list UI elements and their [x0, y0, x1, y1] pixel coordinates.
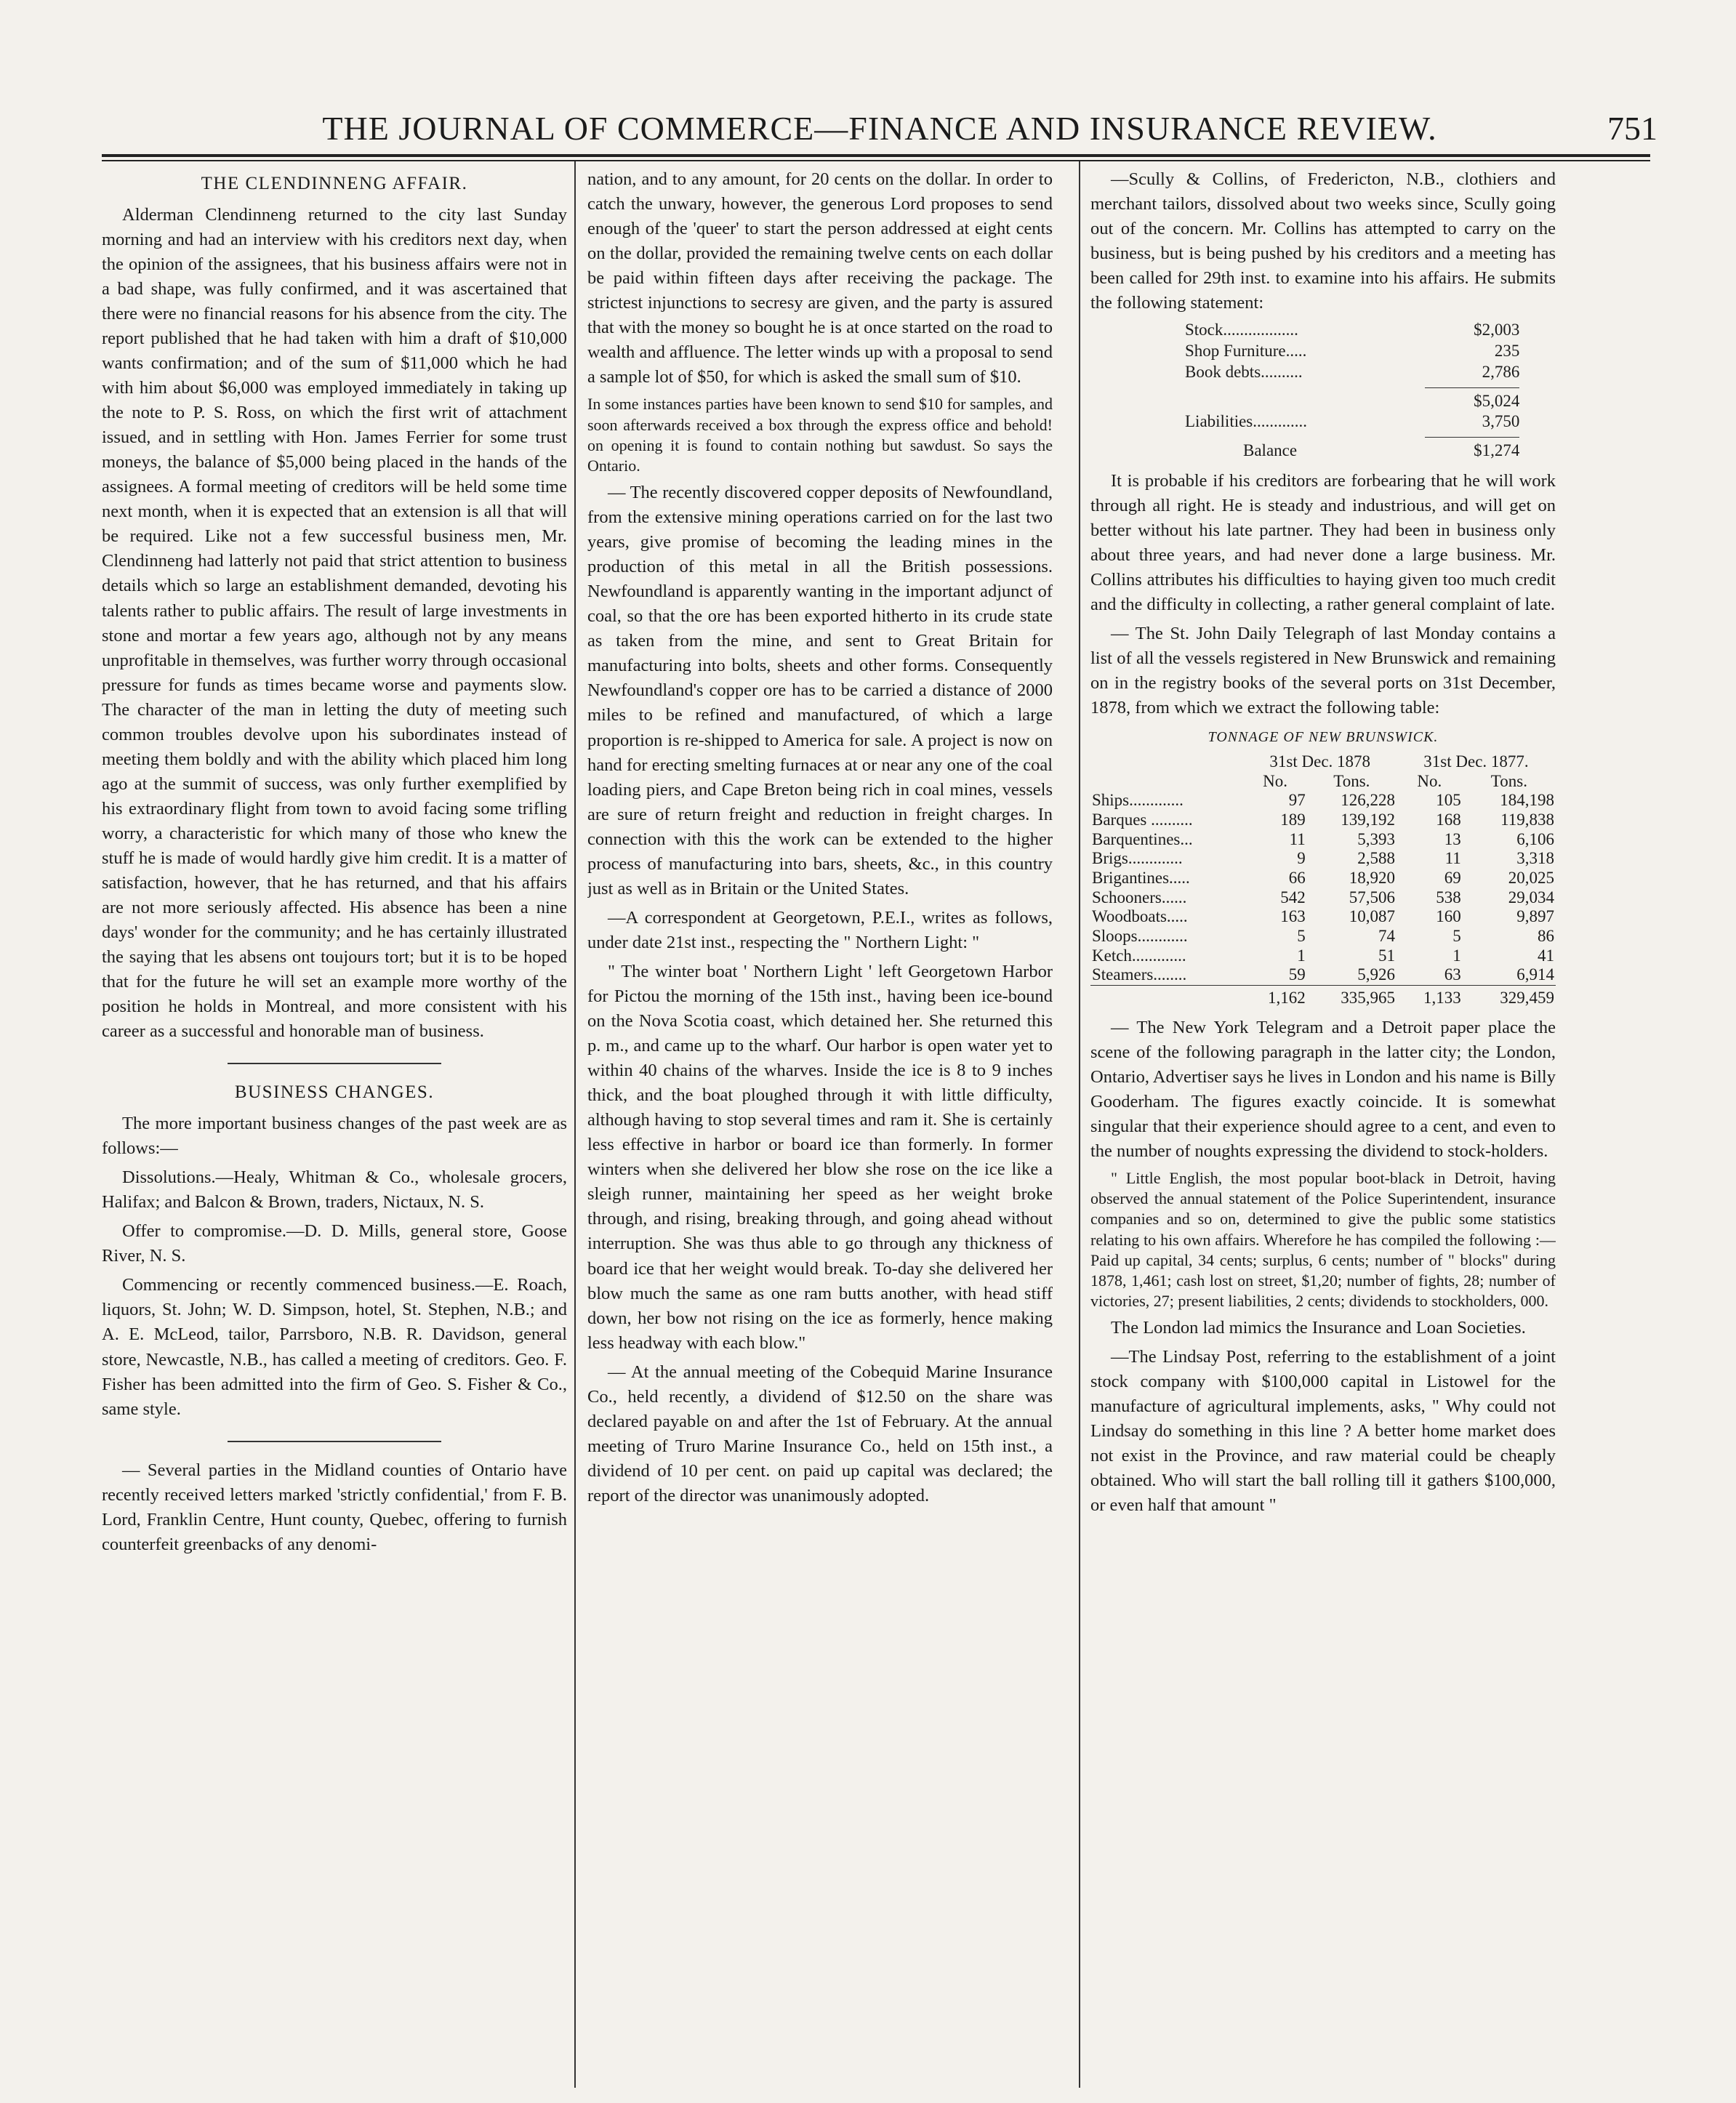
- section-separator: [228, 1441, 441, 1442]
- statement-row: [1120, 362, 1519, 383]
- tonnage-table: [1090, 752, 1556, 1008]
- statement-amount: $2,003: [1474, 321, 1520, 339]
- tons-cell: 29,034: [1508, 888, 1554, 906]
- column-header-1878: 31st Dec. 1878: [1269, 752, 1371, 771]
- tons-cell: 18,920: [1349, 869, 1395, 888]
- tons-cell: 119,838: [1500, 811, 1554, 829]
- page-number: 751: [1607, 110, 1657, 147]
- count-cell: 66: [1288, 869, 1306, 888]
- tons-cell: 9,897: [1516, 907, 1554, 926]
- tons-cell: 74: [1378, 927, 1395, 946]
- article-paragraph: The more important business changes of the past week are as follows:—: [102, 1114, 567, 1159]
- statement-rule: [1425, 387, 1519, 388]
- count-cell: 69: [1444, 869, 1461, 888]
- statement-balance: $1,274: [1474, 441, 1520, 460]
- tons-cell: 139,192: [1341, 811, 1395, 829]
- article-paragraph-small: " Little English, the most popular boot-black in Detroit, having observed the annual statement of the Police Superintendent, insurance companies and so on, determined to give the public some statistics relating to his own affairs. Wherefore he has compiled the following :— Paid up capital, 34 cents; surplus, 6 cents; number of " blocks" during 1878, 1,461; cash lost on street, $1,20; number of fights, 28; number of victories, 27; present liabilities, 2 cents; dividends to stockholders, 000.: [1090, 1169, 1556, 1310]
- vessel-type-cell: Ships.............: [1092, 791, 1184, 810]
- column-divider-1: [574, 161, 576, 2088]
- article-paragraph: —Scully & Collins, of Fredericton, N.B., clothiers and merchant tailors, dissolved about two weeks since, Scully going out of the concern. Mr. Collins has attempted to carry on the business, but is being pushed by his creditors and a meeting has been called for 29th inst. to examine into his affairs. He submits the following statement:: [1090, 169, 1556, 313]
- column-1: [102, 167, 567, 2086]
- statement-label: Liabilities.............: [1185, 412, 1308, 431]
- article-paragraph: nation, and to any amount, for 20 cents on the dollar. In order to catch the unwary, however, the generous Lord proposes to send enough of the 'queer' to start the person addressed at eight cents on the dollar, provided the remaining twelve cents on each dollar be paid within fifteen days after receiving the package. The strictest injunctions to secresy are given, and the party is assured that with the money so bought he is at once started on the road to wealth and affluence. The letter winds up with a proposal to send a sample lot of $50, for which is asked the small sum of $10.: [587, 169, 1053, 387]
- article-paragraph: — The New York Telegram and a Detroit paper place the scene of the following paragraph in the latter city; the London, Ontario, Advertiser says he lives in London and his name is Billy Gooderham. The figures exactly coincide. It is somewhat singular that their experience should agree to a cent, and even to the number of noughts expressing the dividend to stock-holders.: [1090, 1017, 1556, 1162]
- table-row: [1090, 888, 1556, 908]
- tons-cell: 184,198: [1500, 791, 1554, 810]
- statement-row: [1120, 341, 1519, 362]
- tons-cell: 2,588: [1357, 849, 1395, 868]
- tons-cell: 57,506: [1349, 888, 1395, 906]
- statement-amount: 2,786: [1482, 362, 1520, 381]
- statement-label: Shop Furniture.....: [1185, 342, 1307, 361]
- financial-statement: [1120, 320, 1519, 462]
- table-row: [1090, 907, 1556, 927]
- vessel-type-cell: Barques ..........: [1092, 811, 1193, 829]
- statement-rule: [1425, 437, 1519, 438]
- column-2: [587, 167, 1053, 2086]
- count-cell: 1: [1452, 946, 1461, 965]
- table-row: [1090, 869, 1556, 888]
- count-cell: 163: [1280, 907, 1306, 926]
- tonnage-table-title: TONNAGE OF NEW BRUNSWICK.: [1207, 729, 1439, 746]
- tons-cell: 5,926: [1357, 965, 1395, 984]
- column-subheader-tons: Tons.: [1490, 771, 1527, 790]
- count-cell: 538: [1436, 888, 1461, 906]
- total-cell: 1,162: [1244, 986, 1307, 1008]
- vessel-type-cell: Schooners......: [1092, 888, 1187, 906]
- article-paragraph: — The St. John Daily Telegraph of last Monday contains a list of all the vessels registered in New Brunswick and remaining on in the registry books of the several ports on 31st December, 1878, from which we extract the following table:: [1090, 624, 1556, 718]
- total-cell: 1,133: [1397, 986, 1463, 1008]
- tons-cell: 41: [1538, 946, 1554, 965]
- vessel-type-cell: Brigantines.....: [1092, 869, 1190, 888]
- column-subheader-no: No.: [1263, 771, 1288, 790]
- count-cell: 11: [1444, 849, 1461, 868]
- statement-row: [1120, 441, 1519, 462]
- count-cell: 1: [1297, 946, 1306, 965]
- article-paragraph: —The Lindsay Post, referring to the establishment of a joint stock company with $100,000 capital in Listowel for the manufacture of agricultural implements, asks, " Why could not Lindsay do something in this line ? A better home market does not exist in the Province, and raw material could be cheaply obtained. Who will start the ball rolling till it gathers $100,000, or even half that amount ": [1090, 1347, 1556, 1516]
- column-divider-2: [1079, 161, 1080, 2088]
- count-cell: 160: [1436, 907, 1461, 926]
- column-header-1877: 31st Dec. 1877.: [1423, 752, 1529, 771]
- article-heading-clendinneng: THE CLENDINNENG AFFAIR.: [201, 174, 468, 193]
- tons-cell: 126,228: [1341, 791, 1395, 810]
- tons-cell: 20,025: [1508, 869, 1554, 888]
- column-subheader-tons: Tons.: [1333, 771, 1370, 790]
- count-cell: 189: [1280, 811, 1306, 829]
- vessel-type-cell: Sloops............: [1092, 927, 1188, 946]
- count-cell: 63: [1444, 965, 1461, 984]
- header-rule-thin: [102, 160, 1650, 161]
- statement-amount: 3,750: [1482, 412, 1520, 431]
- statement-amount: 235: [1494, 342, 1520, 361]
- statement-row: [1120, 320, 1519, 341]
- column-subheader-no: No.: [1417, 771, 1442, 790]
- total-cell: 335,965: [1307, 986, 1397, 1008]
- article-paragraph: It is probable if his creditors are forbearing that he will work through all right. He is steady and industrious, and will get on better without his late partner. They had been in business only about three years, and had never done a large business. Mr. Collins attributes his difficulties to haying given too much credit and the difficulty in collecting, a rather general complaint of late.: [1090, 470, 1556, 615]
- vessel-type-cell: Ketch.............: [1092, 946, 1186, 965]
- count-cell: 105: [1436, 791, 1461, 810]
- count-cell: 97: [1288, 791, 1306, 810]
- statement-label: Book debts..........: [1185, 362, 1303, 381]
- count-cell: 5: [1297, 927, 1306, 946]
- section-separator: [228, 1063, 441, 1064]
- count-cell: 542: [1280, 888, 1306, 906]
- vessel-type-cell: Brigs.............: [1092, 849, 1183, 868]
- tonnage-total-row: [1090, 986, 1556, 1008]
- count-cell: 11: [1289, 829, 1306, 848]
- tons-cell: 3,318: [1516, 849, 1554, 868]
- tons-cell: 10,087: [1349, 907, 1395, 926]
- article-heading-business-changes: BUSINESS CHANGES.: [234, 1082, 435, 1103]
- statement-row: [1120, 411, 1519, 433]
- tons-cell: 86: [1538, 927, 1554, 946]
- count-cell: 168: [1436, 811, 1461, 829]
- running-head: [102, 109, 1657, 153]
- vessel-type-cell: Woodboats.....: [1092, 907, 1188, 926]
- table-row: [1090, 791, 1556, 811]
- article-paragraph: Offer to compromise.—D. D. Mills, general store, Goose River, N. S.: [102, 1221, 567, 1266]
- header-rule-thick: [102, 154, 1650, 157]
- statement-row: [1120, 391, 1519, 412]
- article-paragraph: The London lad mimics the Insurance and Loan Societies.: [1111, 1318, 1526, 1338]
- tons-cell: 5,393: [1357, 829, 1395, 848]
- total-cell: 329,459: [1463, 986, 1556, 1008]
- vessel-type-cell: Barquentines...: [1092, 829, 1193, 848]
- article-paragraph: — At the annual meeting of the Cobequid Marine Insurance Co., held recently, a dividend of $12.50 on the share was declared payable on and after the 1st of February. At the annual meeting of Truro Marine Insurance Co., held on 15th inst., a dividend of 10 per cent. on paid up capital was declared; the report of the director was unanimously adopted.: [587, 1362, 1053, 1505]
- statement-label: Stock..................: [1185, 321, 1298, 339]
- statement-subtotal: $5,024: [1474, 391, 1520, 410]
- tons-cell: 6,106: [1516, 829, 1554, 848]
- count-cell: 59: [1288, 965, 1306, 984]
- article-paragraph: Commencing or recently commenced business.—E. Roach, liquors, St. John; W. D. Simpson, hotel, St. Stephen, N.B.; and A. E. McLeod, tailor, Parrsboro, N.B. R. Davidson, general store, Newcastle, N.B., has called a meeting of creditors. Geo. F. Fisher has been admitted into the firm of Geo. S. Fisher & Co., same style.: [102, 1275, 567, 1419]
- article-paragraph: — Several parties in the Midland counties of Ontario have recently received letters marked 'strictly confidential,' from F. B. Lord, Franklin Centre, Hunt county, Quebec, offering to furnish counterfeit greenbacks of any denomi-: [102, 1460, 567, 1554]
- article-paragraph-small: In some instances parties have been known to send $10 for samples, and soon afterwards received a box through the express office and behold! on opening it is found to contain nothing but sawdust. So says the Ontario.: [587, 395, 1053, 475]
- count-cell: 9: [1297, 849, 1306, 868]
- statement-label: Balance: [1243, 441, 1298, 460]
- tons-cell: 51: [1378, 946, 1395, 965]
- table-row: [1090, 811, 1556, 830]
- count-cell: 5: [1452, 927, 1461, 946]
- vessel-type-cell: Steamers........: [1092, 965, 1187, 984]
- journal-title: THE JOURNAL OF COMMERCE—FINANCE AND INSURANCE REVIEW.: [322, 110, 1437, 147]
- article-paragraph: " The winter boat ' Northern Light ' left Georgetown Harbor for Pictou the morning of the 15th inst., having been ice-bound on the Nova Scotia coast, which detained her. She returned this p. m., and came up to the wharf. Our harbor is open water yet to within 40 chains of the wharves. Inside the ice is 8 to 9 inches thick, and the boat ploughed through it with little difficulty, although having to stop several times and ram it. She is certainly less effective in harbor or board ice than formerly. In former winters when she delivered her blow she rose on the ice like a sleigh runner, maintaining her speed as her weight broke through, and rising, breaking through, and going ahead without interruption. She was thus able to go through any thickness of board ice that her weight would break. To-day she delivered her blow much the same as one ram butts another, with head stiff down, her bow not rising on the ice as formerly, hence making less headway with each blow.": [587, 961, 1053, 1353]
- table-row: [1090, 946, 1556, 966]
- count-cell: 13: [1444, 829, 1461, 848]
- table-row: [1090, 849, 1556, 869]
- table-row: [1090, 927, 1556, 946]
- article-paragraph: Dissolutions.—Healy, Whitman & Co., wholesale grocers, Halifax; and Balcon & Brown, traders, Nictaux, N. S.: [102, 1167, 567, 1213]
- article-paragraph: Alderman Clendinneng returned to the city last Sunday morning and had an interview with his creditors next day, when the opinion of the assignees, that his business affairs were not in a bad shape, was fully confirmed, and it was ascertained that there were no financial reasons for his absence from the city. The report published that he had taken with him a draft of $10,000 wants confirmation; and of the sum of $11,000 which he had with him about $6,000 was employed immediately in taking up the note to P. S. Ross, on which the first writ of attachment issued, and in settling with Hon. James Ferrier for some trust moneys, the balance of $5,000 being placed in the hands of the assignees. A formal meeting of creditors will be held some time next month, when it is expected that an extension is all that will be required. Like not a few successful business men, Mr. Clendinneng had latterly not paid that strict attention to business details which so large an establishment demanded, devoting his talents rather to public affairs. The result of large investments in stone and mortar a few years ago, although not by any means unprofitable in themselves, was further worry through occasional pressure for funds as times became worse and payments slow. The character of the man in letting the duty of meeting such common troubles devolve upon his subordinates instead of meeting them boldly and with the ability which placed him long ago at the summit of success, was only further exemplified by his extraordinary flight from town to avoid facing some trifling worry, a characteristic for which many of those who knew the stuff he is made of would hardly give him credit. It is a matter of satisfaction, however, that he has returned, and that his affairs are not more seriously affected. His absence has been a nine days' wonder for the community; and he has certainly illustrated the saying that les absens ont toujours tort; but it is to be hoped that for the future he will set an example more worthy of the position he holds in Montreal, and more consistent with his career as a successful and honorable man of business.: [102, 204, 567, 1042]
- table-row: [1090, 830, 1556, 850]
- tons-cell: 6,914: [1516, 965, 1554, 984]
- column-3: [1090, 167, 1556, 2086]
- article-paragraph: — The recently discovered copper deposits of Newfoundland, from the extensive mining operations carried on for the last two years, give promise of becoming the leading mines in the production of this metal in all the British possessions. Newfoundland is apparently wanting in the important adjunct of coal, so that the ore has been exported hitherto in its crude state as taken from the mine, and sent to Great Britain for manufacturing into bolts, sheets and other forms. Consequently Newfoundland's copper ore has to be carried a distance of 2000 miles to be refined and manufactured, of which a large proportion is re-shipped to America for sale. A project is now on hand for erecting smelting furnaces at or near any one of the coal loading piers, and Cape Breton being rich in coal mines, vessels are sure of return freight and reduction in freight charges. In connection with this the work can be extended to the higher process of manufacturing into bars, sheets, &c., in this country just as well as in Britain or the United States.: [587, 483, 1053, 898]
- table-row: [1090, 965, 1556, 985]
- article-paragraph: —A correspondent at Georgetown, P.E.I., writes as follows, under date 21st inst., respecting the " Northern Light: ": [587, 907, 1053, 952]
